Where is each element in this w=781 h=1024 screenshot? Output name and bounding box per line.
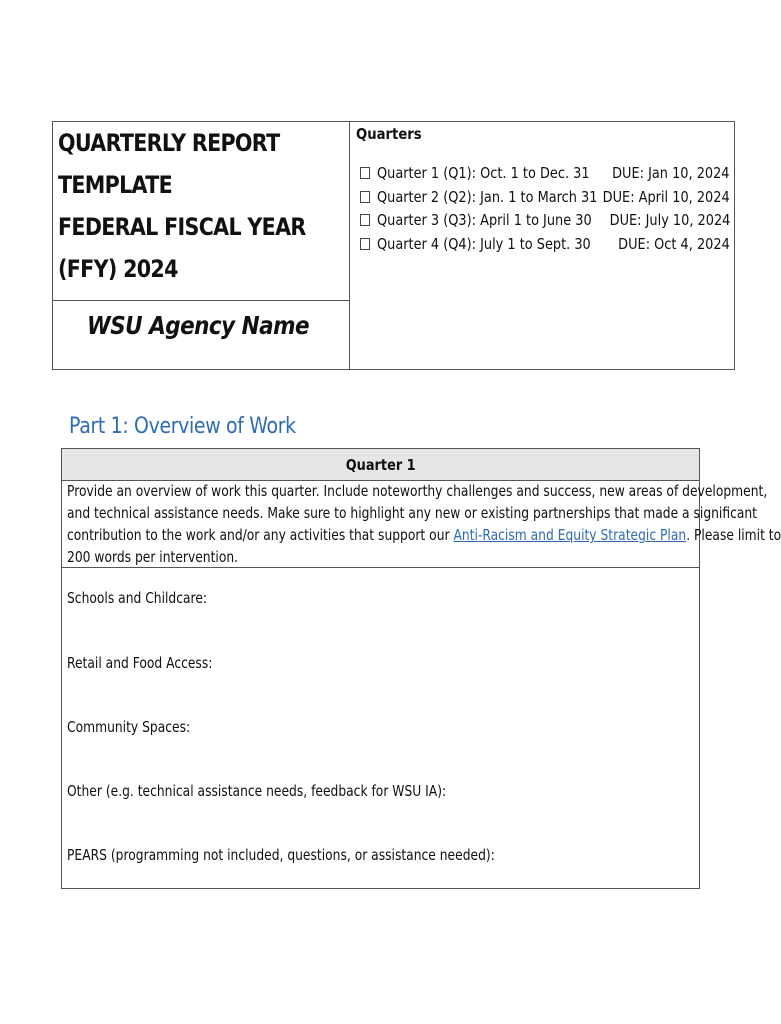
quarter-label: Quarter 1 (Q1): Oct. 1 to Dec. 31: [377, 164, 590, 182]
quarter-row: [358, 186, 730, 210]
quarter-due-date: DUE: Oct 4, 2024: [618, 234, 730, 253]
quarter-due-date: DUE: Jan 10, 2024: [612, 164, 730, 182]
title-cell: [53, 122, 349, 301]
response-cell[interactable]: [62, 568, 699, 888]
quarter-checkbox[interactable]: [360, 191, 370, 203]
field-label-other: Other (e.g. technical assistance needs, feedback for WSU IA):: [67, 782, 447, 800]
quarter-due-date: DUE: July 10, 2024: [609, 211, 730, 229]
title-line: QUARTERLY REPORT: [58, 129, 280, 157]
instructions-line: Provide an overview of work this quarter. Include noteworthy challenges and success, new areas of development,: [67, 482, 768, 500]
quarter-row: [358, 162, 730, 186]
field-label-pears: PEARS (programming not included, questions, or assistance needed):: [67, 846, 495, 864]
quarters-heading: Quarters: [356, 125, 422, 143]
quarter-label: Quarter 2 (Q2): Jan. 1 to March 31: [377, 187, 598, 206]
title-line: TEMPLATE: [58, 171, 173, 199]
agency-name[interactable]: WSU Agency Name: [87, 311, 310, 340]
quarter-row: [358, 233, 730, 257]
header-left-column: [53, 122, 350, 369]
table-header-quarter: Quarter 1: [345, 456, 416, 474]
quarter-row: [358, 209, 730, 233]
instructions-line: and technical assistance needs. Make sure to highlight any new or existing partnerships that made a significant: [67, 504, 758, 522]
quarter-label: Quarter 3 (Q3): April 1 to June 30: [377, 211, 592, 229]
quarters-list: [358, 162, 730, 256]
quarter-due-date: DUE: April 10, 2024: [602, 187, 730, 206]
field-label-community-spaces: Community Spaces:: [67, 718, 191, 736]
strategic-plan-link[interactable]: Anti-Racism and Equity Strategic Plan: [453, 526, 687, 544]
quarter-label: Quarter 4 (Q4): July 1 to Sept. 30: [377, 234, 591, 253]
quarter-checkbox[interactable]: [360, 238, 370, 250]
part1-heading: Part 1: Overview of Work: [69, 414, 296, 439]
instructions-cell: [62, 481, 781, 568]
instructions-line: 200 words per intervention.: [67, 548, 239, 566]
overview-of-work-table: [61, 448, 781, 889]
quarter-checkbox[interactable]: [360, 214, 370, 226]
instructions-line: [67, 526, 781, 544]
quarters-cell: [350, 122, 734, 369]
report-title: [58, 122, 349, 290]
instructions-text: contribution to the work and/or any activities that support our: [67, 526, 454, 544]
field-label-schools-childcare: Schools and Childcare:: [67, 589, 208, 607]
title-line: FEDERAL FISCAL YEAR: [58, 213, 306, 241]
field-label-retail-food-access: Retail and Food Access:: [67, 654, 213, 672]
quarter-checkbox[interactable]: [360, 167, 370, 179]
table-header-row: [62, 449, 699, 481]
instructions-text: . Please limit to: [686, 526, 781, 544]
report-header-table: [52, 121, 735, 370]
title-line: (FFY) 2024: [58, 255, 178, 283]
